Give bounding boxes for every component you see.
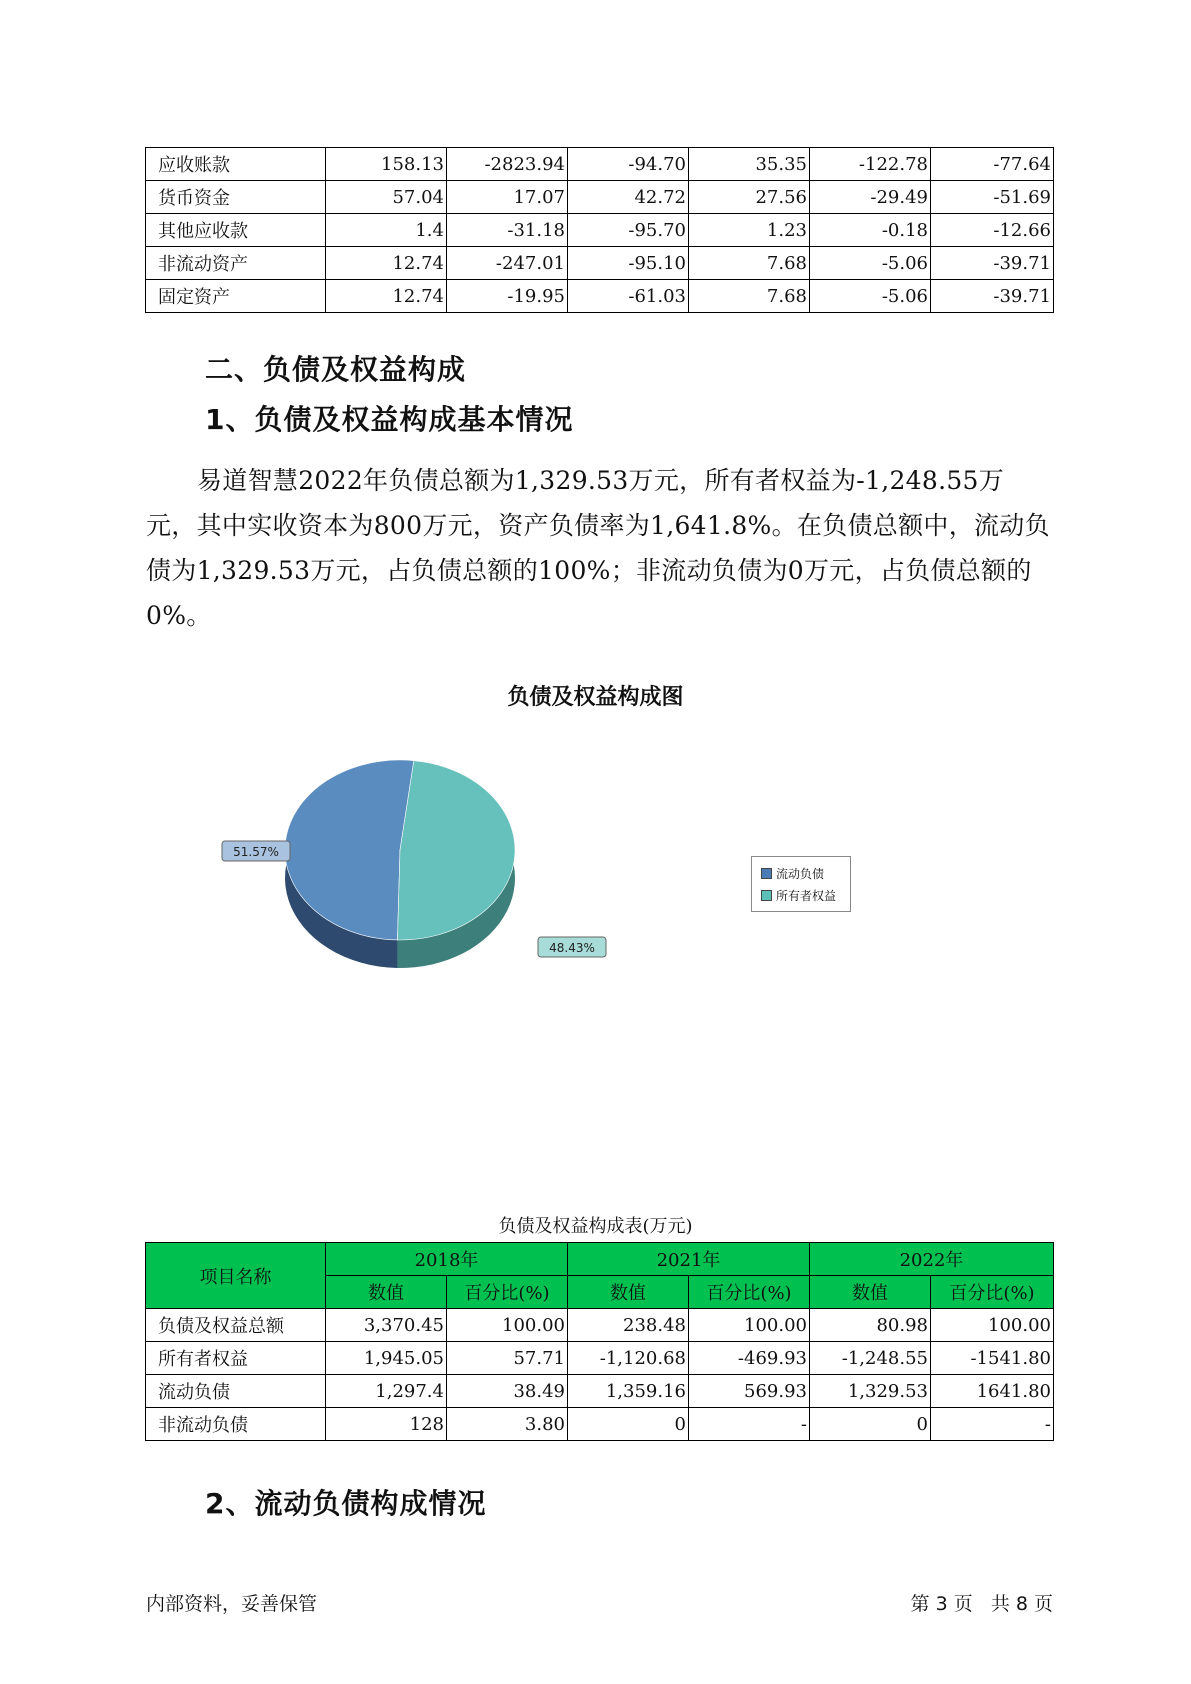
legend-label-2: 所有者权益 bbox=[776, 889, 837, 903]
table-row bbox=[146, 214, 1054, 247]
row-label: 固定资产 bbox=[146, 280, 326, 313]
subsection-heading-2: 2、流动负债构成情况 bbox=[205, 1487, 487, 1520]
cell-value: 1,945.05 bbox=[326, 1342, 447, 1375]
cell-value: 1,329.53 bbox=[810, 1375, 931, 1408]
cell-value: 158.13 bbox=[326, 148, 447, 181]
cell-value: - bbox=[931, 1408, 1054, 1441]
row-label: 非流动负债 bbox=[146, 1408, 326, 1441]
header-value: 数值 bbox=[810, 1276, 931, 1309]
cell-value: 128 bbox=[326, 1408, 447, 1441]
top-data-table bbox=[145, 147, 1054, 313]
cell-value: 38.49 bbox=[447, 1375, 568, 1408]
chart-title: 负债及权益构成图 bbox=[507, 685, 684, 710]
cell-value: 1.4 bbox=[326, 214, 447, 247]
cell-value: 12.74 bbox=[326, 247, 447, 280]
cell-value: 17.07 bbox=[447, 181, 568, 214]
table-row bbox=[146, 1408, 1054, 1441]
cell-value: -1,248.55 bbox=[810, 1342, 931, 1375]
data-label: 51.57% bbox=[233, 845, 279, 859]
chart-legend bbox=[751, 856, 851, 912]
header-value: 数值 bbox=[326, 1276, 447, 1309]
header-value: 数值 bbox=[568, 1276, 689, 1309]
cell-value: -77.64 bbox=[931, 148, 1054, 181]
cell-value: -51.69 bbox=[931, 181, 1054, 214]
cell-value: - bbox=[689, 1408, 810, 1441]
subsection-heading: 1、负债及权益构成基本情况 bbox=[205, 403, 574, 436]
cell-value: 1.23 bbox=[689, 214, 810, 247]
legend-item-2 bbox=[761, 887, 836, 904]
cell-value: -1541.80 bbox=[931, 1342, 1054, 1375]
cell-value: 7.68 bbox=[689, 247, 810, 280]
table-row bbox=[146, 148, 1054, 181]
cell-value: 0 bbox=[810, 1408, 931, 1441]
cell-value: -61.03 bbox=[568, 280, 689, 313]
legend-label-1: 流动负债 bbox=[776, 867, 825, 881]
table-row bbox=[146, 247, 1054, 280]
cell-value: 57.04 bbox=[326, 181, 447, 214]
cell-value: -1,120.68 bbox=[568, 1342, 689, 1375]
table-row bbox=[146, 1342, 1054, 1375]
cell-value: 7.68 bbox=[689, 280, 810, 313]
cell-value: -39.71 bbox=[931, 247, 1054, 280]
liability-equity-table bbox=[145, 1242, 1054, 1441]
header-year: 2018年 bbox=[326, 1243, 568, 1276]
cell-value: -29.49 bbox=[810, 181, 931, 214]
cell-value: -95.70 bbox=[568, 214, 689, 247]
cell-value: 100.00 bbox=[447, 1309, 568, 1342]
cell-value: 35.35 bbox=[689, 148, 810, 181]
section-heading: 二、负债及权益构成 bbox=[205, 353, 467, 386]
table-row bbox=[146, 280, 1054, 313]
header-percent: 百分比(%) bbox=[931, 1276, 1054, 1309]
footer-left: 内部资料，妥善保管 bbox=[146, 1593, 318, 1615]
cell-value: 100.00 bbox=[931, 1309, 1054, 1342]
header-year: 2022年 bbox=[810, 1243, 1054, 1276]
cell-value: -122.78 bbox=[810, 148, 931, 181]
cell-value: 27.56 bbox=[689, 181, 810, 214]
row-label: 其他应收款 bbox=[146, 214, 326, 247]
row-label: 应收账款 bbox=[146, 148, 326, 181]
cell-value: 569.93 bbox=[689, 1375, 810, 1408]
cell-value: -5.06 bbox=[810, 247, 931, 280]
cell-value: 80.98 bbox=[810, 1309, 931, 1342]
cell-value: 100.00 bbox=[689, 1309, 810, 1342]
cell-value: -39.71 bbox=[931, 280, 1054, 313]
header-percent: 百分比(%) bbox=[689, 1276, 810, 1309]
cell-value: 0 bbox=[568, 1408, 689, 1441]
cell-value: -247.01 bbox=[447, 247, 568, 280]
row-label: 流动负债 bbox=[146, 1375, 326, 1408]
header-item-name: 项目名称 bbox=[146, 1243, 326, 1309]
cell-value: 1,297.4 bbox=[326, 1375, 447, 1408]
table-row bbox=[146, 1375, 1054, 1408]
header-percent: 百分比(%) bbox=[447, 1276, 568, 1309]
cell-value: 3,370.45 bbox=[326, 1309, 447, 1342]
cell-value: 57.71 bbox=[447, 1342, 568, 1375]
legend-swatch-2 bbox=[761, 890, 772, 901]
cell-value: -2823.94 bbox=[447, 148, 568, 181]
cell-value: 1641.80 bbox=[931, 1375, 1054, 1408]
row-label: 负债及权益总额 bbox=[146, 1309, 326, 1342]
cell-value: -0.18 bbox=[810, 214, 931, 247]
cell-value: -31.18 bbox=[447, 214, 568, 247]
row-label: 货币资金 bbox=[146, 181, 326, 214]
legend-swatch-1 bbox=[761, 868, 772, 879]
cell-value: -5.06 bbox=[810, 280, 931, 313]
cell-value: -94.70 bbox=[568, 148, 689, 181]
cell-value: -19.95 bbox=[447, 280, 568, 313]
cell-value: -95.10 bbox=[568, 247, 689, 280]
cell-value: 238.48 bbox=[568, 1309, 689, 1342]
table-caption: 负债及权益构成表(万元) bbox=[498, 1216, 693, 1237]
cell-value: 3.80 bbox=[447, 1408, 568, 1441]
cell-value: -469.93 bbox=[689, 1342, 810, 1375]
row-label: 所有者权益 bbox=[146, 1342, 326, 1375]
legend-item-1 bbox=[761, 865, 824, 882]
data-label: 48.43% bbox=[549, 941, 595, 955]
summary-paragraph: 易道智慧2022年负债总额为1,329.53万元，所有者权益为-1,248.55万元，其中实收资本为800万元，资产负债率为1,641.8%。在负债总额中，流动负债为1,329.53万元，占负债总额的100%；非流动负债为0万元，占负债总额的0%。 bbox=[146, 466, 1050, 630]
row-label: 非流动资产 bbox=[146, 247, 326, 280]
pie-chart bbox=[220, 760, 640, 980]
cell-value: 12.74 bbox=[326, 280, 447, 313]
cell-value: 42.72 bbox=[568, 181, 689, 214]
table-row bbox=[146, 181, 1054, 214]
cell-value: 1,359.16 bbox=[568, 1375, 689, 1408]
footer-page-number: 第 3 页 共 8 页 bbox=[910, 1593, 1053, 1615]
table-row bbox=[146, 1309, 1054, 1342]
header-year: 2021年 bbox=[568, 1243, 810, 1276]
cell-value: -12.66 bbox=[931, 214, 1054, 247]
